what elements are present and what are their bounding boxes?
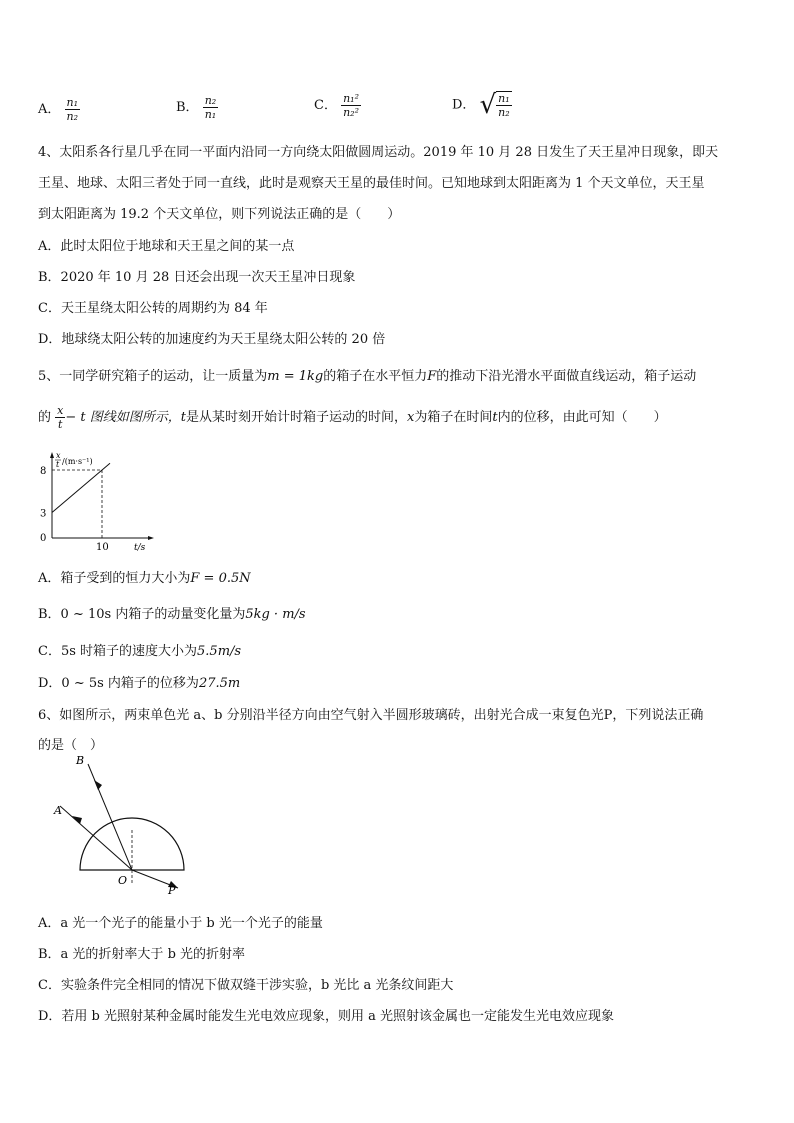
label-o: O: [118, 874, 128, 887]
q4-option-c: C．天王星绕太阳公转的周期约为 84 年: [38, 301, 268, 316]
q5-option-d: D．0 ~ 5s 内箱子的位移为27.5m: [38, 676, 241, 691]
q4-stem-line2: 王星、地球、太阳三者处于同一直线，此时是观察天王星的最佳时间。已知地球到太阳距离为 1 个天文单位，天王星: [38, 176, 705, 191]
q3-option-a: [38, 96, 80, 123]
y-axis-label-den: t: [56, 460, 60, 469]
q6-option-a: A．a 光一个光子的能量小于 b 光一个光子的能量: [38, 916, 323, 931]
option-label: D．: [452, 97, 476, 113]
q5-xt-graph: [36, 450, 156, 556]
y-axis-label-num: x: [56, 451, 61, 460]
q6-semicircle-diagram: [50, 752, 200, 894]
label-b: B: [76, 754, 85, 767]
q6-option-c: C．实验条件完全相同的情况下做双缝干涉实验，b 光比 a 光条纹间距大: [38, 978, 454, 993]
y-tick-0: 0: [40, 533, 47, 544]
q4-option-a: A．此时太阳位于地球和天王星之间的某一点: [38, 239, 295, 254]
q4-stem-line1: 4、太阳系各行星几乎在同一平面内沿同一方向绕太阳做圆周运动。2019 年 10 月 28 日发生了天王星冲日现象，即天: [38, 145, 719, 160]
x-axis-label: t/s: [134, 543, 146, 553]
q4-option-b: B．2020 年 10 月 28 日还会出现一次天王星冲日现象: [38, 270, 356, 285]
y-axis-arrow: [50, 452, 54, 458]
q5-option-c: C．5s 时箱子的速度大小为5.5m/s: [38, 644, 242, 659]
series-line: [52, 463, 110, 512]
q5-option-a: A．箱子受到的恒力大小为F = 0.5N: [38, 571, 251, 586]
ray-a: [60, 806, 132, 870]
option-label: C．: [314, 98, 337, 113]
y-tick-8: 8: [40, 466, 47, 477]
fraction: $\frac{\text{n₁²}}{\text{n₂²}}$: [343, 92, 359, 119]
label-a: A: [54, 804, 62, 817]
sqrt-symbol: √: [479, 90, 497, 120]
option-label: A．: [38, 102, 61, 117]
fraction: $\frac{\text{n₁}}{\text{n₂}}$: [498, 92, 510, 119]
y-tick-3: 3: [40, 508, 47, 520]
ray-b-arrow: [94, 780, 102, 790]
q6-stem-line1: 6、如图所示，两束单色光 a、b 分别沿半径方向由空气射入半圆形玻璃砖，出射光合成一束复色光P，下列说法正确: [38, 708, 704, 723]
q5-option-b: B．0 ~ 10s 内箱子的动量变化量为5kg · m/s: [38, 607, 306, 622]
label-p: P: [168, 884, 176, 894]
q4-option-d: D．地球绕太阳公转的加速度约为天王星绕太阳公转的 20 倍: [38, 332, 386, 347]
fraction: $\frac{\text{n₁}}{\text{n₂}}$: [66, 96, 79, 123]
q5-stem-line1: 5、一同学研究箱子的运动，让一质量为m = 1kg的箱子在水平恒力F的推动下沿光滑水平面做直线运动，箱子运动: [38, 369, 697, 384]
x-axis-arrow: [148, 536, 154, 540]
fraction: $\frac{\text{n₂}}{\text{n₁}}$: [204, 94, 217, 121]
q6-option-d: D．若用 b 光照射某种金属时能发生光电效应现象，则用 a 光照射该金属也一定能发生光电效应现象: [38, 1009, 615, 1024]
q3-option-d: [452, 90, 512, 120]
y-axis-unit: /(m·s⁻¹): [62, 457, 93, 466]
q3-option-c: [314, 92, 361, 119]
q5-stem-line2: 的 $\frac{x}{t}$ − t 图线如图所示，t是从某时刻开始计时箱子运动的时间，x为箱子在时间t内的位移，由此可知（ ）: [38, 404, 667, 431]
q6-stem-line2: 的是（ ）: [38, 738, 104, 753]
ray-b: [88, 764, 132, 870]
x-tick-10: 10: [96, 542, 109, 553]
option-label: B．: [176, 100, 199, 115]
q4-stem-line3: 到太阳距离为 19.2 个天文单位，则下列说法正确的是（ ）: [38, 207, 401, 222]
ray-a-arrow: [72, 816, 82, 824]
x-over-t-fraction: $\frac{x}{t}$: [57, 404, 64, 431]
q6-option-b: B．a 光的折射率大于 b 光的折射率: [38, 947, 246, 962]
q3-option-b: [176, 94, 218, 121]
